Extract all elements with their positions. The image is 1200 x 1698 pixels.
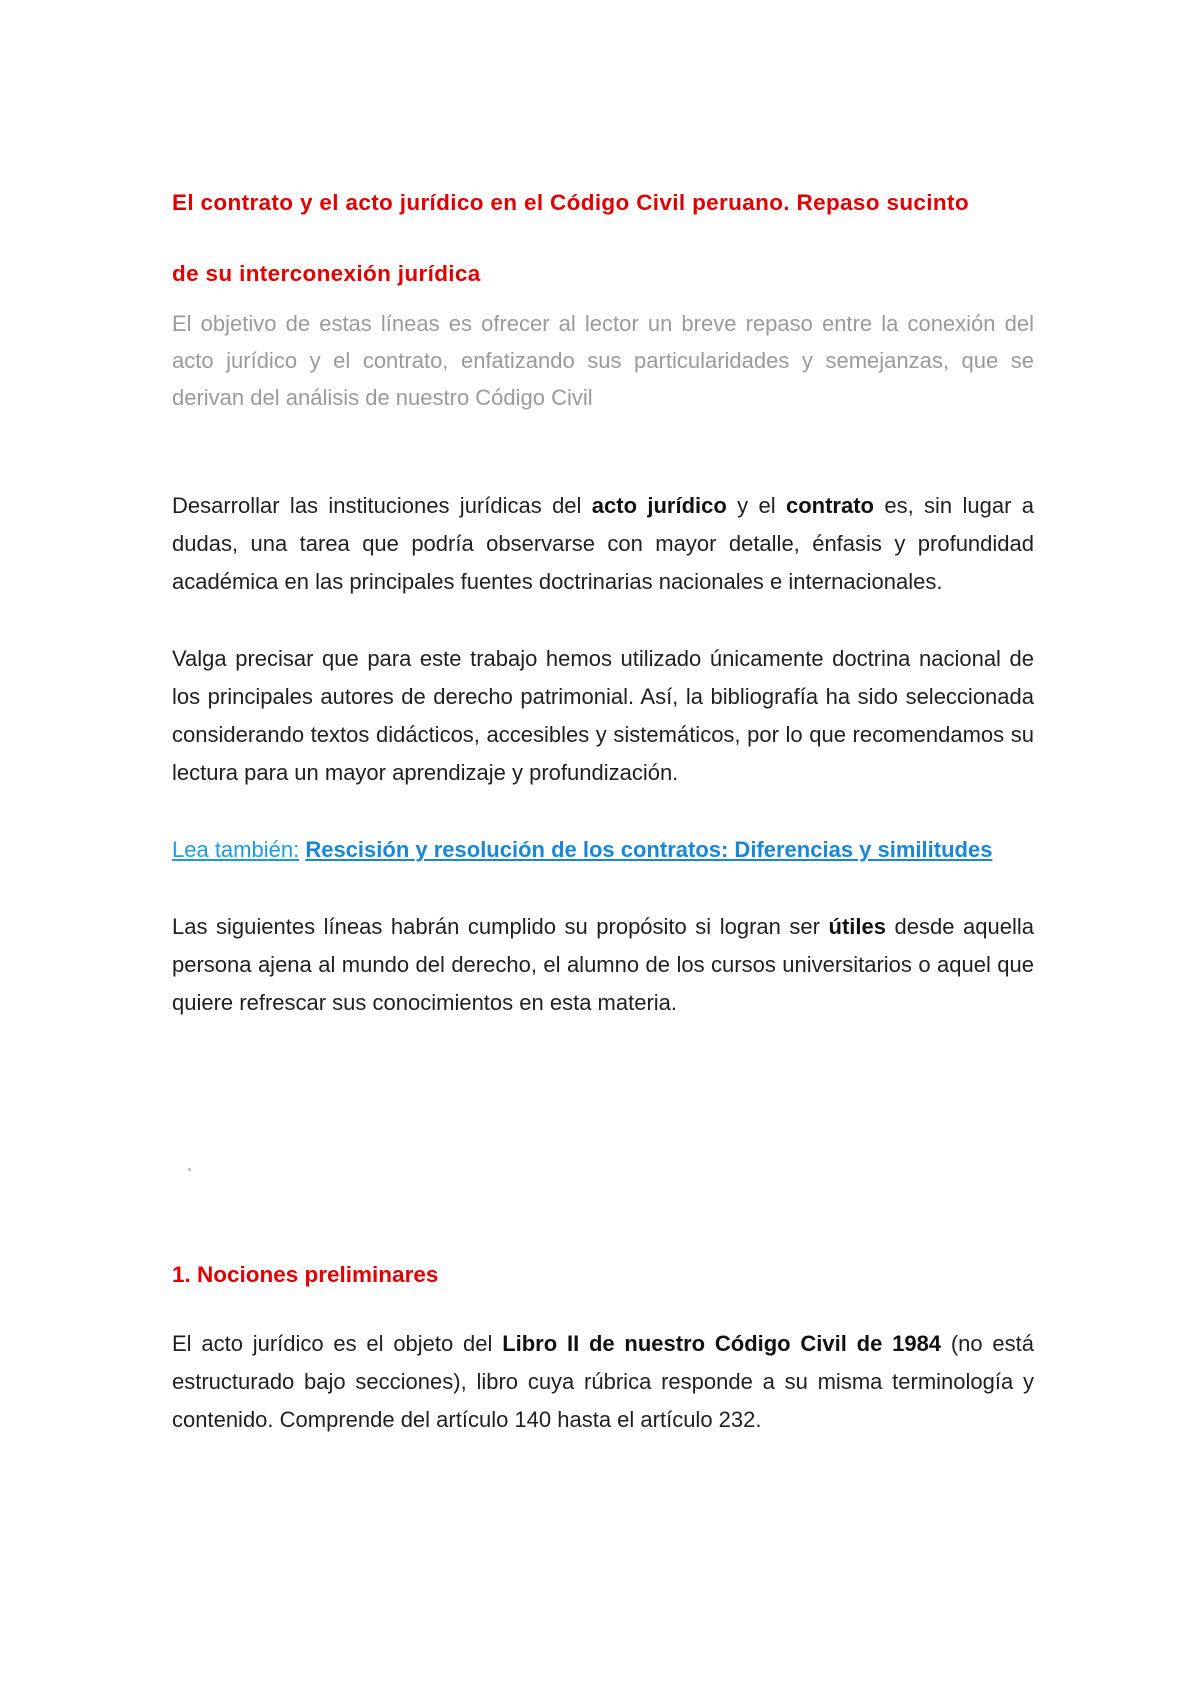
- text-run: y el: [726, 493, 786, 518]
- paragraph-intro: [172, 487, 1034, 601]
- text-run: Las siguientes líneas habrán cumplido su propósito si logran ser: [172, 914, 829, 939]
- paragraph-section-1: [172, 1325, 1034, 1439]
- article-title-line-2: de su interconexión jurídica: [172, 261, 481, 286]
- text-run: El acto jurídico es el objeto del: [172, 1331, 503, 1356]
- article-body: [172, 180, 1034, 1022]
- text-run: Desarrollar las instituciones jurídicas del: [172, 493, 592, 518]
- text-run: es, sin lugar a dudas, una tarea que podría observarse con mayor detalle, énfasis y profundidad académica en las principales fuentes doctrinarias nacionales e internacionales.: [172, 493, 1034, 594]
- bold-term-utiles: útiles: [828, 914, 887, 939]
- section-heading-1: 1. Nociones preliminares: [172, 1262, 439, 1287]
- text-run: (no está estructurado bajo secciones), libro cuya rúbrica responde a su misma terminología y contenido. Comprende del artículo 140 hasta el artículo 232.: [172, 1331, 1034, 1432]
- article-subtitle: El objetivo de estas líneas es ofrecer al lector un breve repaso entre la conexión del acto jurídico y el contrato, enfatizando sus particularidades y semejanzas, que se derivan del análisis de nuestro Código Civil: [172, 311, 1034, 410]
- bold-term-acto-juridico: acto jurídico: [591, 493, 727, 518]
- see-also-line: [172, 831, 1034, 869]
- article-title-line-1: El contrato y el acto jurídico en el Código Civil peruano. Repaso sucinto: [172, 190, 969, 215]
- bold-term-libro-ii: Libro II de nuestro Código Civil de 1984: [502, 1331, 942, 1356]
- bold-term-contrato: contrato: [785, 493, 874, 518]
- text-run: desde aquella persona ajena al mundo del derecho, el alumno de los cursos universitarios o aquel que quiere refrescar sus conocimientos en esta materia.: [172, 914, 1034, 1015]
- paragraph-bibliography: Valga precisar que para este trabajo hemos utilizado únicamente doctrina nacional de los principales autores de derecho patrimonial. Así, la bibliografía ha sido seleccionada considerando textos didácticos, accesibles y sistemáticos, por lo que recomendamos su lectura para un mayor aprendizaje y profundización.: [172, 646, 1034, 785]
- stray-dot: [188, 1168, 191, 1171]
- see-also-lead: Lea también:: [172, 837, 300, 862]
- related-article-link[interactable]: Rescisión y resolución de los contratos: Diferencias y similitudes: [305, 837, 993, 862]
- paragraph-purpose: [172, 908, 1034, 1022]
